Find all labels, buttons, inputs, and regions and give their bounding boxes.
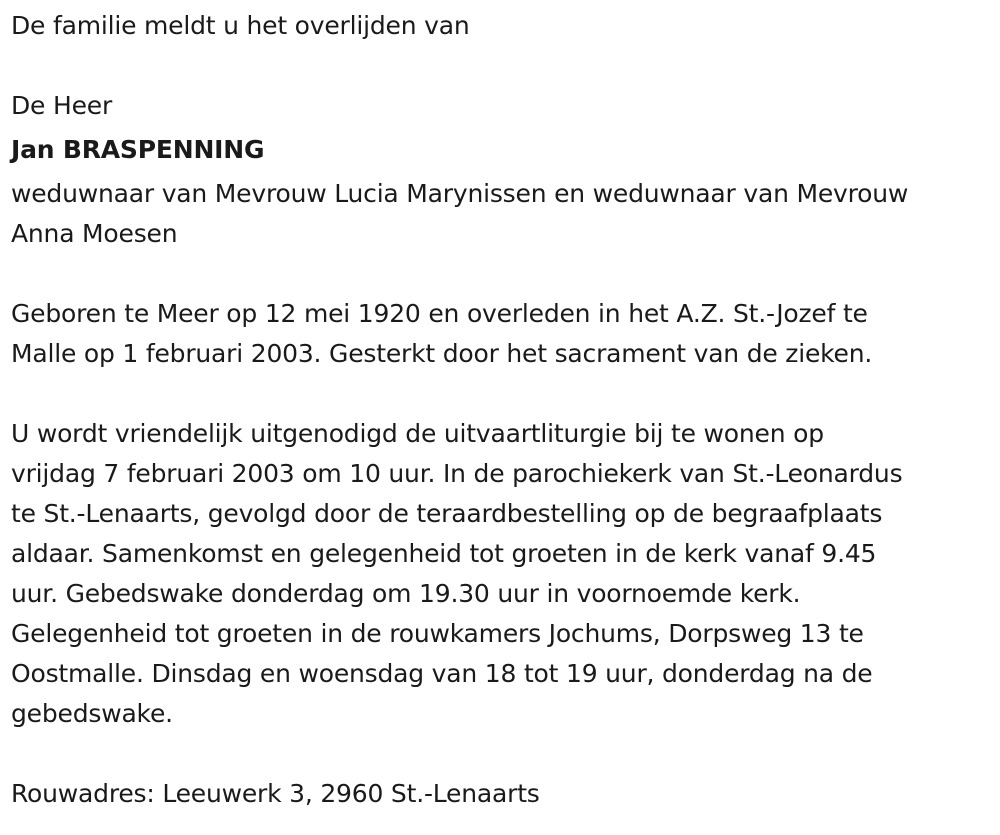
funeral-line-5: uur. Gebedswake donderdag om 19.30 uur in voornoemde kerk. [11,579,801,608]
spacer [11,254,991,294]
funeral-line-2: vrijdag 7 februari 2003 om 10 uur. In de parochiekerk van St.-Leonardus [11,459,903,488]
honorific: De Heer [11,91,113,120]
mourning-address: Rouwadres: Leeuwerk 3, 2960 St.-Lenaarts [11,779,540,808]
birth-line-2: Malle op 1 februari 2003. Gesterkt door het sacrament van de zieken. [11,339,873,368]
widower-line-2: Anna Moesen [11,219,178,248]
funeral-line-4: aldaar. Samenkomst en gelegenheid tot groeten in de kerk vanaf 9.45 [11,539,877,568]
spacer [11,374,991,414]
funeral-line-8: gebedswake. [11,699,173,728]
funeral-line-6: Gelegenheid tot groeten in de rouwkamers Jochums, Dorpsweg 13 te [11,619,864,648]
widower-line-1: weduwnaar van Mevrouw Lucia Marynissen en weduwnaar van Mevrouw [11,179,909,208]
deceased-name: Jan BRASPENNING [11,135,265,164]
funeral-line-7: Oostmalle. Dinsdag en woensdag van 18 tot 19 uur, donderdag na de [11,659,873,688]
birth-line-1: Geboren te Meer op 12 mei 1920 en overleden in het A.Z. St.-Jozef te [11,299,868,328]
intro-text: De familie meldt u het overlijden van [11,11,470,40]
obituary-notice [11,6,991,814]
spacer [11,734,991,774]
spacer [11,46,991,86]
funeral-line-1: U wordt vriendelijk uitgenodigd de uitvaartliturgie bij te wonen op [11,419,824,448]
funeral-line-3: te St.-Lenaarts, gevolgd door de teraardbestelling op de begraafplaats [11,499,883,528]
